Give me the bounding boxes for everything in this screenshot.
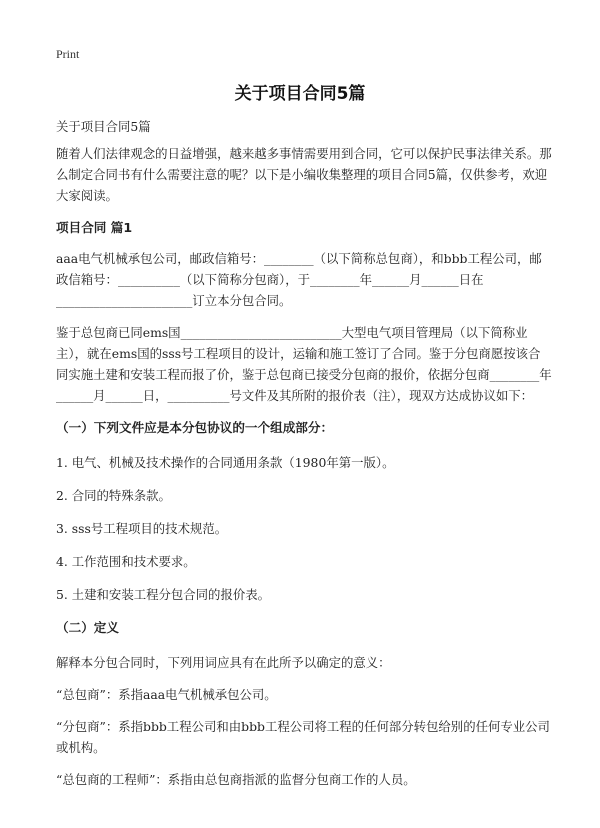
page-title: 关于项目合同5篇 <box>234 84 366 104</box>
contract-paragraph-parties: aaa电气机械承包公司，邮政信箱号：________（以下简称总包商），和bbb工程公司，邮政信箱号：__________（以下简称分包商），于________年______月______日在______________________订立本分包合同。 <box>56 251 542 308</box>
list-item: 2. 合同的特殊条款。 <box>56 488 171 503</box>
list-item: 3. sss号工程项目的技术规范。 <box>56 521 228 536</box>
lead-line: 关于项目合同5篇 <box>56 119 151 134</box>
heading-documents: （一）下列文件应是本分包协议的一个组成部分： <box>56 420 334 435</box>
definition-item: “总包商的工程师”：系指由总包商指派的监督分包商工作的人员。 <box>56 772 416 787</box>
intro-paragraph: 随着人们法律观念的日益增强，越来越多事情需要用到合同，它可以保护民事法律关系。那么制定合同书有什么需要注意的呢？以下是小编收集整理的项目合同5篇，仅供参考，欢迎大家阅读。 <box>56 146 552 203</box>
list-item: 4. 工作范围和技术要求。 <box>56 554 196 569</box>
section-title: 项目合同 篇1 <box>56 220 133 235</box>
list-item: 1. 电气、机械及技术操作的合同通用条款（1980年第一版）。 <box>56 455 395 470</box>
print-link[interactable]: Print <box>56 47 80 61</box>
definitions-intro: 解释本分包合同时，下列用词应具有在此所予以确定的意义： <box>56 655 391 670</box>
definition-item: “总包商”：系指aaa电气机械承包公司。 <box>56 687 277 702</box>
list-item: 5. 土建和安装工程分包合同的报价表。 <box>56 587 271 602</box>
contract-paragraph-recitals: 鉴于总包商已同ems国__________________________大型电气项目管理局（以下简称业主），就在ems国的sss号工程项目的设计，运输和施工签订了合同。鉴于分包商愿按该合同实施土建和安装工程而报了价，鉴于总包商已接受分包商的报价，依据分包商________年______月______日，__________号文件及其所附的报价表（注），现双方达成协议如下： <box>56 325 552 403</box>
heading-definitions: （二）定义 <box>56 620 119 635</box>
definition-item: “分包商”：系指bbb工程公司和由bbb工程公司将工程的任何部分转包给别的任何专业公司或机构。 <box>56 719 550 755</box>
document-body <box>56 116 552 801</box>
